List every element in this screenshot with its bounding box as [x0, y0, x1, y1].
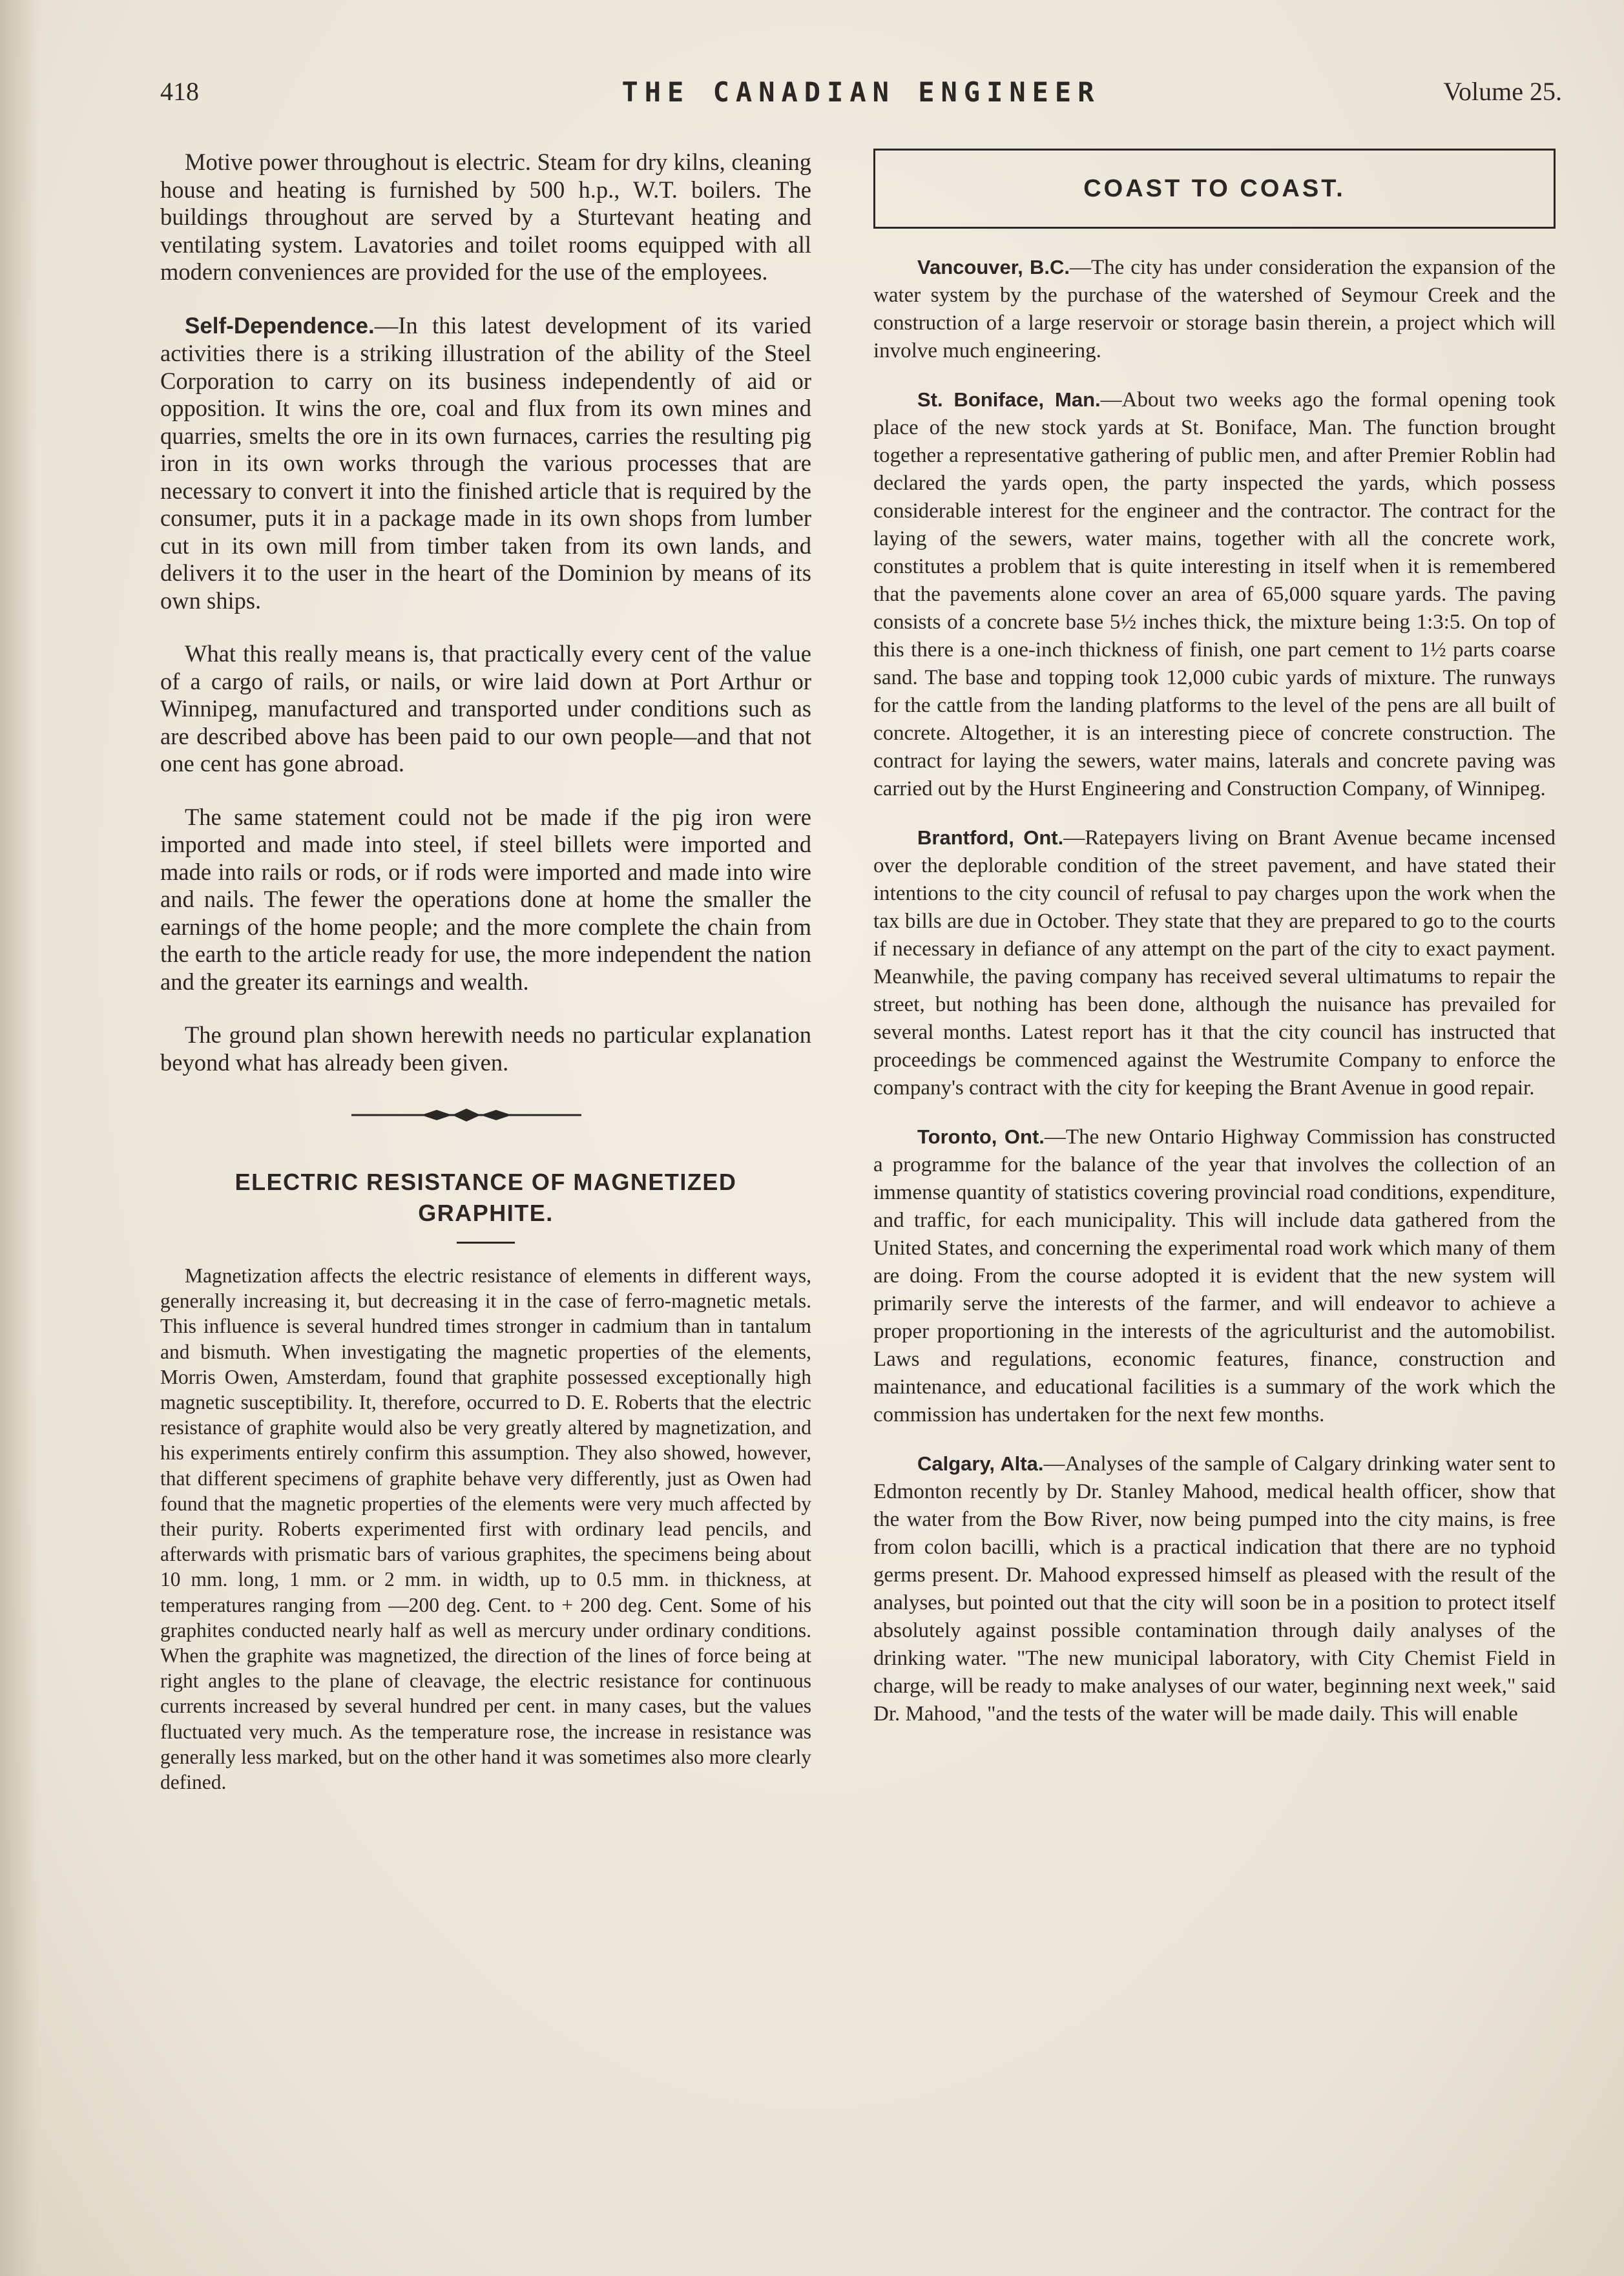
news-place: St. Boniface, Man.	[917, 388, 1101, 411]
news-text: —Ratepayers living on Brant Avenue became incensed over the deplorable condition of the street pavement, and have stated their intentions to the city council of refusal to pay charges upon the work when the tax bills are due in October. They state that they are prepared to go to the courts if necessary in defiance of any attempt on the part of the city to exact payment. Meanwhile, the paving company has received several ultimatums to repair the street, but nothing has been done, although the nuisance has prevailed for several months. Latest report has it that the city council has instructed that proceedings be commenced against the Westrumite Company to enforce the company's contract with the city for keeping the Brant Avenue in good repair.	[873, 826, 1556, 1100]
article-title-line: ELECTRIC RESISTANCE OF MAGNETIZED	[234, 1169, 737, 1195]
article-body: Magnetization affects the electric resistance of elements in different ways, generally increasing it, but decreasing it in the case of ferro-magnetic metals. This influence is several hundred times stronger in cadmium than in tantalum and bismuth. When investigating the magnetic properties of the elements, Morris Owen, Amsterdam, found that graphite possessed exceptionally high magnetic susceptibility. It, therefore, occurred to D. E. Roberts that the electric resistance of graphite would also be very greatly altered by magnetization, and his experiments entirely confirm this assumption. They also showed, however, that different specimens of graphite behave very differently, just as Owen had found that the magnetic properties of the elements were very much affected by their purity. Roberts experimented first with ordinary lead pencils, and afterwards with prismatic bars of various graphites, the specimens being about 10 mm. long, 1 mm. or 2 mm. in width, up to 0.5 mm. in thickness, at temperatures ranging from —200 deg. Cent. to + 200 deg. Cent. Some of his graphites conducted nearly half as well as mercury under ordinary conditions. When the graphite was magnetized, the direction of the lines of force being at right angles to the plane of cleavage, the electric resistance for continuous currents increased by several hundred per cent. in many cases, but the values fluctuated very much. As the temperature rose, the increase in resistance was generally less marked, but on the other hand it was sometimes also more clearly defined.	[160, 1264, 811, 1794]
paragraph: Motive power throughout is electric. Steam for dry kilns, cleaning house and heating is furnished by 500 h.p., W.T. boilers. The buildings throughout are served by a Sturtevant heating and ventilating system. Lavatories and toilet rooms equipped with all modern conveniences are provided for the use of the employees.	[160, 149, 811, 285]
paragraph-text: —In this latest development of its varied activities there is a striking illustration of the ability of the Steel Corporation to carry on its business independently of aid or opposition. It wins the ore, coal and flux from its own mines and quarries, smelts the ore in its own furnaces, carries the resulting pig iron in its own works through the various processes that are necessary to convert it into the finished article that is required by the consumer, puts it in a package made in its own shops from lumber cut in its own mill from timber taken from its own lands, and delivers it to the user in the heart of the Dominion by means of its own ships.	[160, 311, 811, 614]
run-in-heading: Self-Dependence.	[185, 313, 375, 339]
paragraph: The same statement could not be made if the pig iron were imported and made into steel, if steel billets were imported and made into rails or rods, or if rods were imported and made into wire and nails. The fewer the operations done at home the smaller the earnings of the home people; and the more complete the chain from the earth to the article ready for use, the more independent the nation and the greater its earnings and wealth.	[160, 803, 811, 995]
title-rule	[457, 1242, 515, 1244]
page-number: 418	[160, 77, 199, 106]
ornament-divider-icon	[160, 1102, 811, 1128]
news-place: Calgary, Alta.	[917, 1452, 1044, 1475]
section-heading: COAST TO COAST.	[1083, 174, 1346, 202]
news-place: Brantford, Ont.	[917, 826, 1064, 849]
section-ornament	[160, 1102, 811, 1128]
news-place: Toronto, Ont.	[917, 1125, 1045, 1148]
news-place: Vancouver, B.C.	[917, 256, 1070, 278]
news-item	[873, 1123, 1556, 1429]
paragraph	[160, 312, 811, 615]
section-heading-box	[873, 149, 1556, 229]
news-item	[873, 253, 1556, 365]
binding-shadow	[0, 0, 39, 2276]
journal-title: THE CANADIAN ENGINEER	[621, 76, 1101, 108]
right-column	[873, 149, 1556, 1749]
news-item	[873, 1450, 1556, 1728]
paragraph: What this really means is, that practically every cent of the value of a cargo of rails, or nails, or wire laid down at Port Arthur or Winnipeg, manufactured and transported under conditions such as are described above has been paid to our own people—and that not one cent has gone abroad.	[160, 640, 811, 777]
news-text: —The city has under consideration the expansion of the water system by the purchase of the watershed of Seymour Creek and the construction of a large reservoir or storage basin therein, a project which will involve much engineering.	[873, 256, 1556, 362]
news-item	[873, 824, 1556, 1102]
news-item	[873, 386, 1556, 803]
left-column	[160, 149, 811, 1795]
volume-label: Volume 25.	[1443, 77, 1562, 106]
news-text: —The new Ontario Highway Commission has constructed a programme for the balance of the year that involves the collection of an immense quantity of statistics covering provincial road conditions, expenditure, and traffic, for each municipality. This will include data gathered from the United States, and concerning the experimental road work which many of them are doing. From the course adopted it is evident that the new system will primarily serve the interests of the farmer, and will endeavor to achieve a proper proportioning in the interests of the agriculturist and the automobilist. Laws and regulations, economic features, finance, construction and maintenance, and educational facilities is a summary of the work which the commission has undertaken for the next few months.	[873, 1125, 1556, 1426]
article-title	[160, 1167, 811, 1229]
news-text: —Analyses of the sample of Calgary drinking water sent to Edmonton recently by Dr. Stanley Mahood, medical health officer, show that the water from the Bow River, now being pumped into the city mains, is free from colon bacilli, which is a practical indication that there are no typhoid germs present. Dr. Mahood expressed himself as pleased with the result of the analyses, but pointed out that the city will soon be in a position to protect itself absolutely against possible contamination through daily analyses of the drinking water. "The new municipal laboratory, with City Chemist Field in charge, will be ready to make analyses of our water, beginning next week," said Dr. Mahood, "and the tests of the water will be made daily. This will enable	[873, 1452, 1556, 1726]
article-title-line: GRAPHITE.	[418, 1200, 554, 1226]
running-header	[160, 76, 1562, 115]
paragraph: The ground plan shown herewith needs no particular explanation beyond what has already been given.	[160, 1021, 811, 1076]
news-text: —About two weeks ago the formal opening took place of the new stock yards at St. Boniface, Man. The function brought together a representative gathering of public men, and after Premier Roblin had declared the yards open, the party inspected the yards, which possess considerable interest for the engineer and the contractor. The contract for the laying of the sewers, water mains, together with all the concrete work, constitutes a problem that is quite interesting in itself when it is remembered that the pavements alone cover an area of 65,000 square yards. The paving consists of a concrete base 5½ inches thick, the mixture being 1:3:5. On top of this there is a one-inch thickness of finish, one part cement to 1½ parts coarse sand. The base and topping took 12,000 cubic yards of mixture. The runways for the cattle from the landing platforms to the level of the pens are all built of concrete. Altogether, it is an interesting piece of concrete construction. The contract for laying the sewers, water mains, laterals and concrete paving was carried out by the Hurst Engineering and Construction Company, of Winnipeg.	[873, 388, 1556, 800]
